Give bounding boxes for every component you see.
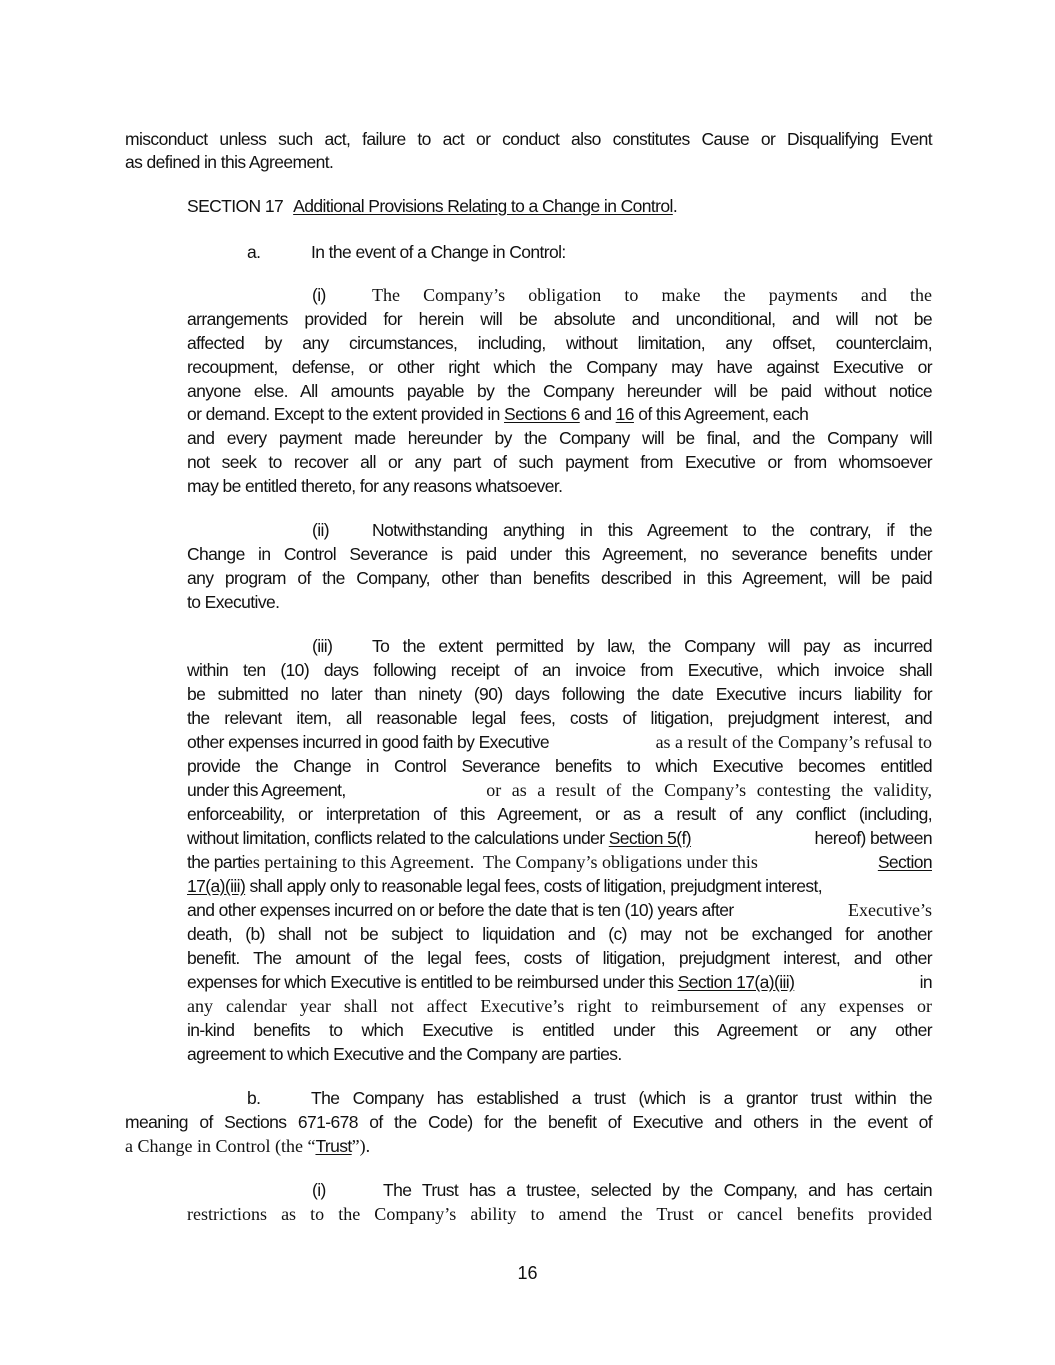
link-section-16[interactable]: 16 — [615, 404, 634, 424]
para-a-i-line-4: recoupment, defense, or other right which the Company may have against Executive or — [187, 357, 932, 377]
section-heading — [187, 194, 677, 218]
para-a-i-line-9: may be entitled thereto, for any reasons whatsoever. — [187, 476, 563, 496]
para-a-iii-line-14: benefit. The amount of the legal fees, costs of litigation, prejudgment interest, and other — [187, 948, 932, 968]
para-a-iii-line-18: agreement to which Executive and the Company are parties. — [187, 1044, 622, 1064]
para-a-i-label: (i) — [312, 285, 326, 305]
para-a-iii-line-6: provide the Change in Control Severance benefits to which Executive becomes entitled — [187, 756, 932, 776]
line-9-a: without limitation, conflicts related to the calculations under — [187, 828, 609, 848]
subsection-a-label: a. — [247, 242, 261, 262]
para-a-iii-line-17: in-kind benefits to which Executive is entitled under this Agreement or any other — [187, 1020, 932, 1040]
link-section[interactable]: Section — [877, 852, 932, 872]
line-b3-b: ”). — [351, 1136, 371, 1156]
para-a-iii-line-3: be submitted no later than ninety (90) days following the date Executive incurs liability for — [187, 684, 932, 704]
after-16-text: of this Agreement, each — [633, 404, 809, 424]
line-9-text — [187, 826, 691, 850]
subsection-a-text: In the event of a Change in Control: — [311, 242, 566, 262]
line-10-a: the parti — [187, 852, 245, 872]
para-a-ii-line-1: Notwithstanding anything in this Agreement to the contrary, if the — [372, 520, 932, 540]
para-a-i-line-8: not seek to recover all or any part of such payment from Executive or from whomsoever — [187, 452, 932, 472]
line-5-serif: as a result of the Company’s refusal to — [651, 732, 932, 752]
link-17a-iii-2[interactable]: Section 17(a)(iii) — [677, 972, 795, 992]
para-a-i-line-7: and every payment made hereunder by the Company will be final, and the Company will — [187, 428, 932, 448]
subsection-b-label: b. — [247, 1088, 261, 1108]
and-text: and — [579, 404, 616, 424]
subsection-b-line-2: meaning of Sections 671-678 of the Code) for the benefit of Executive and others in the event of — [125, 1112, 932, 1132]
line-11-text: shall apply only to reasonable legal fees, costs of litigation, prejudgment interest, — [245, 876, 823, 896]
line-7-sans: under this Agreement, — [187, 780, 346, 800]
para-a-iii-line-15 — [187, 970, 932, 994]
para-a-ii-line-3: any program of the Company, other than benefits described in this Agreement, will be paid — [187, 568, 932, 588]
para-a-iii-line-12 — [187, 898, 932, 922]
line-12-sans: and other expenses incurred on or before the date that is ten (10) years after — [187, 900, 738, 920]
section-title: Additional Provisions Relating to a Change in Control — [293, 196, 673, 216]
para-a-iii-line-2: within ten (10) days following receipt of an invoice from Executive, which invoice shall — [187, 660, 932, 680]
para-a-iii-line-1: To the extent permitted by law, the Company will pay as incurred — [372, 636, 932, 656]
trust-defined-term: Trust — [315, 1136, 352, 1156]
para-a-iii-line-5 — [187, 730, 932, 754]
para-a-i-line-6 — [187, 402, 932, 426]
para-a-iii-line-16: any calendar year shall not affect Executive’s right to reimbursement of any expenses or — [187, 996, 932, 1016]
subsection-b-line-3 — [125, 1134, 370, 1160]
line-15-a: expenses for which Executive is entitled to be reimbursed under this — [187, 972, 678, 992]
line-15-b: in — [915, 972, 932, 992]
para-a-iii-line-13: death, (b) shall not be subject to liquidation and (c) may not be exchanged for another — [187, 924, 932, 944]
para-a-ii-line-2: Change in Control Severance is paid under this Agreement, no severance benefits under — [187, 544, 932, 564]
line-10-b: es pertaining to this Agreement. The Company’s obligations under this — [244, 852, 763, 872]
para-a-i-line-5: anyone else. All amounts payable by the Company hereunder will be paid without notice — [187, 381, 932, 401]
para-a-i-line-2: arrangements provided for herein will be absolute and unconditional, and will not be — [187, 309, 932, 329]
para-a-i-line-6-text: or demand. Except to the extent provided in — [187, 404, 505, 424]
para-a-iii-line-7 — [187, 778, 932, 802]
line-b3-a: a Change in Control (the “ — [125, 1136, 316, 1156]
line-7-serif: or as a result of the Company’s contesting the validity, — [475, 780, 932, 800]
line-5-sans: other expenses incurred in good faith by Executive — [187, 732, 550, 752]
line-12-serif: Executive’s — [848, 900, 932, 920]
para-a-iii-line-8: enforceability, or interpretation of this Agreement, or as a result of any conflict (including, — [187, 804, 932, 824]
page-number: 16 — [517, 1263, 538, 1283]
line-10-text — [187, 850, 762, 876]
section-title-period: . — [672, 196, 678, 216]
para-a-iii-line-10 — [187, 850, 932, 876]
link-section-5f[interactable]: Section 5(f) — [608, 828, 691, 848]
line-15-text — [187, 970, 794, 994]
link-sections-6[interactable]: Sections 6 — [504, 404, 580, 424]
para-a-i-line-1: The Company’s obligation to make the payments and the — [372, 285, 932, 305]
subsection-b-line-1: The Company has established a trust (which is a grantor trust within the — [311, 1088, 932, 1108]
para-a-iii-line-4: the relevant item, all reasonable legal fees, costs of litigation, prejudgment interest, and — [187, 708, 932, 728]
link-17a-iii[interactable]: 17(a)(iii) — [187, 876, 246, 896]
para-a-iii-line-9 — [187, 826, 932, 850]
para-b-i-label: (i) — [312, 1180, 326, 1200]
para-a-i-line-3: affected by any circumstances, including, without limitation, any offset, counterclaim, — [187, 333, 932, 353]
line-9-b: hereof) between — [810, 828, 932, 848]
para-b-i-line-1: The Trust has a trustee, selected by the Company, and has certain — [383, 1180, 932, 1200]
para-a-ii-line-4: to Executive. — [187, 592, 280, 612]
para-a-iii-label: (iii) — [312, 636, 333, 656]
intro-line-1: misconduct unless such act, failure to act or conduct also constitutes Cause or Disqualifying Event — [125, 129, 932, 149]
para-a-iii-line-11 — [187, 874, 932, 898]
para-a-ii-label: (ii) — [312, 520, 330, 540]
section-number: SECTION 17 — [187, 196, 284, 216]
para-b-i-line-2: restrictions as to the Company’s ability to amend the Trust or cancel benefits provided — [187, 1204, 932, 1224]
intro-line-2: as defined in this Agreement. — [125, 152, 334, 172]
